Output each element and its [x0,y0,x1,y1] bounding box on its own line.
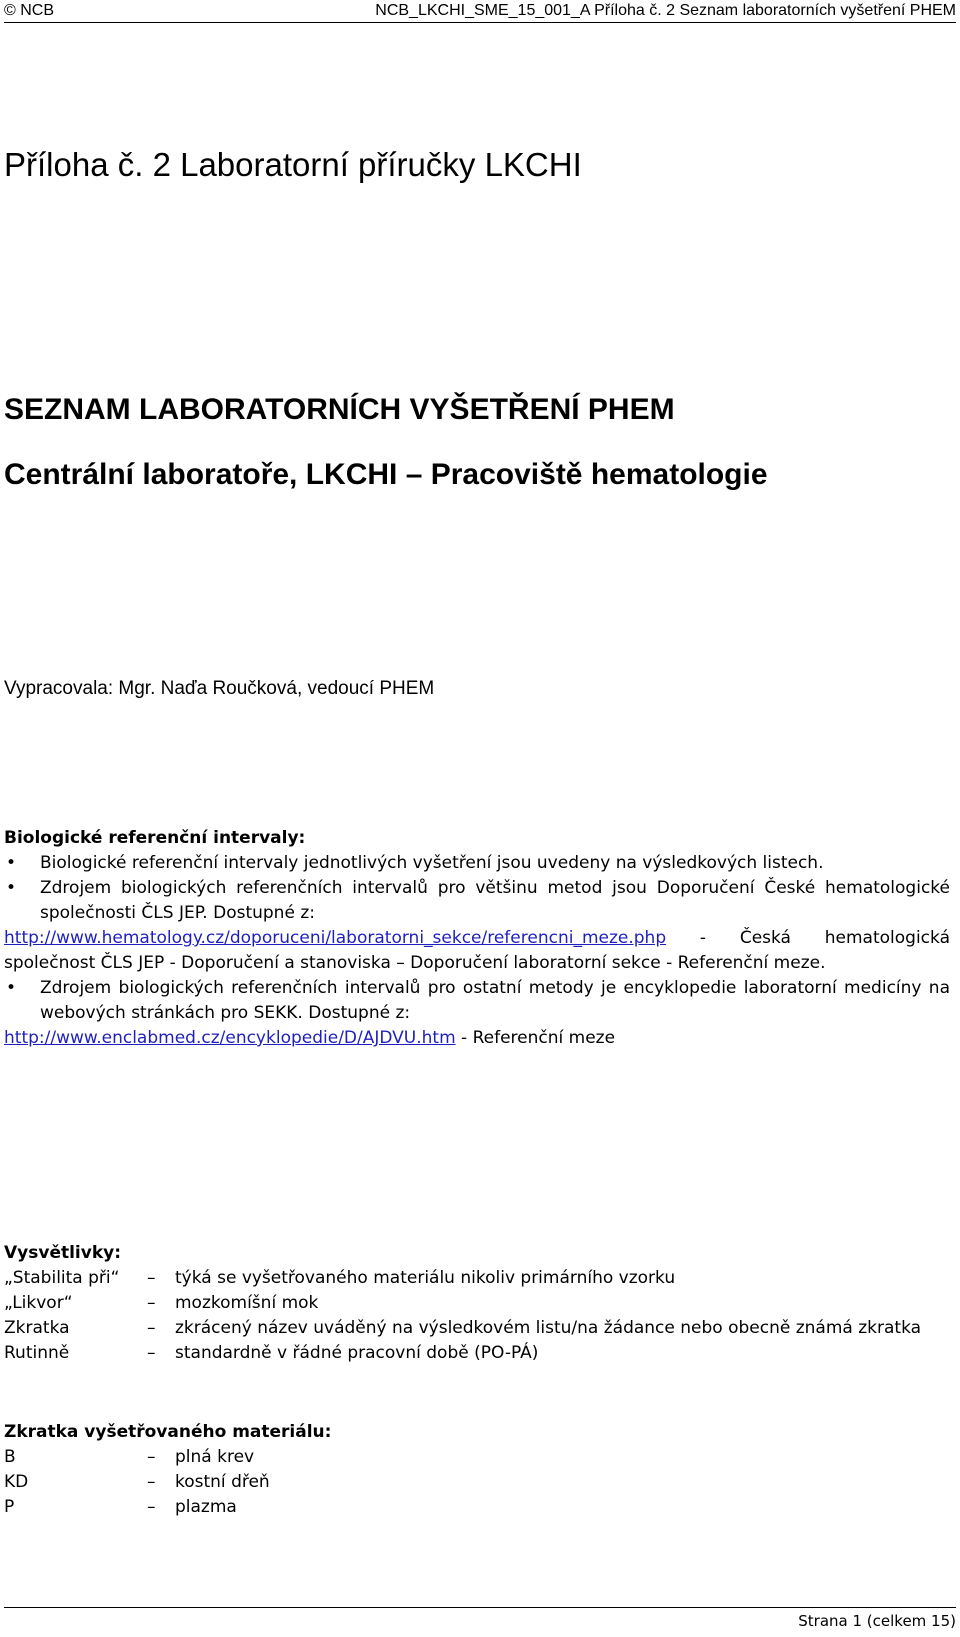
reference-list-2 [4,976,950,1026]
document-subtitle-department: Centrální laboratoře, LKCHI – Pracoviště hematologie [4,458,768,491]
header-document-id: NCB_LKCHI_SME_15_001_A Příloha č. 2 Seznam laboratorních vyšetření PHEM [375,2,956,19]
page-footer [4,1607,956,1630]
legend-description: týká se vyšetřovaného materiálu nikoliv primárního vzorku [175,1268,676,1288]
bullet-icon: • [6,978,17,998]
document-title: Příloha č. 2 Laboratorní příručky LKCHI [4,146,582,183]
legend-description: zkrácený název uváděný na výsledkovém listu/na žádance nebo obecně známá zkratka [175,1318,922,1338]
reference-item-text: Biologické referenční intervaly jednotlivých vyšetření jsou uvedeny na výsledkových listech. [40,853,824,873]
material-abbreviations-section [4,1420,950,1520]
legend-row [4,1266,950,1291]
material-description: kostní dřeň [175,1472,270,1492]
reference-intervals-section [4,826,950,1051]
legend-row [4,1341,950,1366]
legend-term: Rutinně [4,1343,70,1363]
list-item [4,976,950,1026]
reference-item-text: Zdrojem biologických referenčních intervalů pro ostatní metody je encyklopedie laboratorní medicíny na webových stránkách pro SEKK. Dostupné z: [40,978,950,1023]
reference-list [4,851,950,926]
dash-separator: – [147,1447,156,1467]
legend-row [4,1291,950,1316]
bullet-icon: • [6,853,17,873]
document-subtitle: SEZNAM LABORATORNÍCH VYŠETŘENÍ PHEM [4,393,675,426]
material-description: plazma [175,1497,237,1517]
reference-continuation [4,926,950,976]
list-item [4,876,950,926]
page-header [4,0,956,23]
dash-separator: – [147,1472,156,1492]
legend-term: „Stabilita při“ [4,1268,120,1288]
material-code: P [4,1497,15,1517]
dash-separator: – [147,1318,156,1338]
legend-section [4,1241,950,1366]
dash-separator: – [147,1268,156,1288]
reference-item-text: Zdrojem biologických referenčních intervalů pro většinu metod jsou Doporučení České hematologické společnosti ČLS JEP. Dostupné z: [40,878,950,923]
material-code: B [4,1447,16,1467]
legend-description: mozkomíšní mok [175,1293,319,1313]
reference-item-tail: - Referenční meze [455,1028,616,1048]
hematology-link[interactable]: http://www.hematology.cz/doporuceni/laboratorni_sekce/referencni_meze.php [4,928,667,948]
author-line: Vypracovala: Mgr. Naďa Roučková, vedoucí PHEM [4,678,435,699]
list-item [4,851,950,876]
reference-item-tail: - Česká hematologická společnost ČLS JEP - Doporučení a stanoviska – Doporučení laboratorní sekce - Referenční meze. [4,928,950,973]
legend-term: „Likvor“ [4,1293,73,1313]
reference-continuation [4,1026,950,1051]
material-heading: Zkratka vyšetřovaného materiálu: [4,1422,332,1442]
enclabmed-link[interactable]: http://www.enclabmed.cz/encyklopedie/D/AJDVU.htm [4,1028,456,1048]
material-row [4,1470,950,1495]
material-row [4,1495,950,1520]
bullet-icon: • [6,878,17,898]
material-row [4,1445,950,1470]
legend-heading: Vysvětlivky: [4,1243,122,1263]
legend-term: Zkratka [4,1318,70,1338]
legend-description: standardně v řádné pracovní době (PO-PÁ) [175,1343,539,1363]
material-description: plná krev [175,1447,255,1467]
dash-separator: – [147,1497,156,1517]
dash-separator: – [147,1293,156,1313]
header-copyright: © NCB [4,2,55,19]
reference-intervals-heading: Biologické referenční intervaly: [4,828,306,848]
dash-separator: – [147,1343,156,1363]
material-code: KD [4,1472,29,1492]
legend-row [4,1316,950,1341]
page-number: Strana 1 (celkem 15) [798,1612,956,1630]
